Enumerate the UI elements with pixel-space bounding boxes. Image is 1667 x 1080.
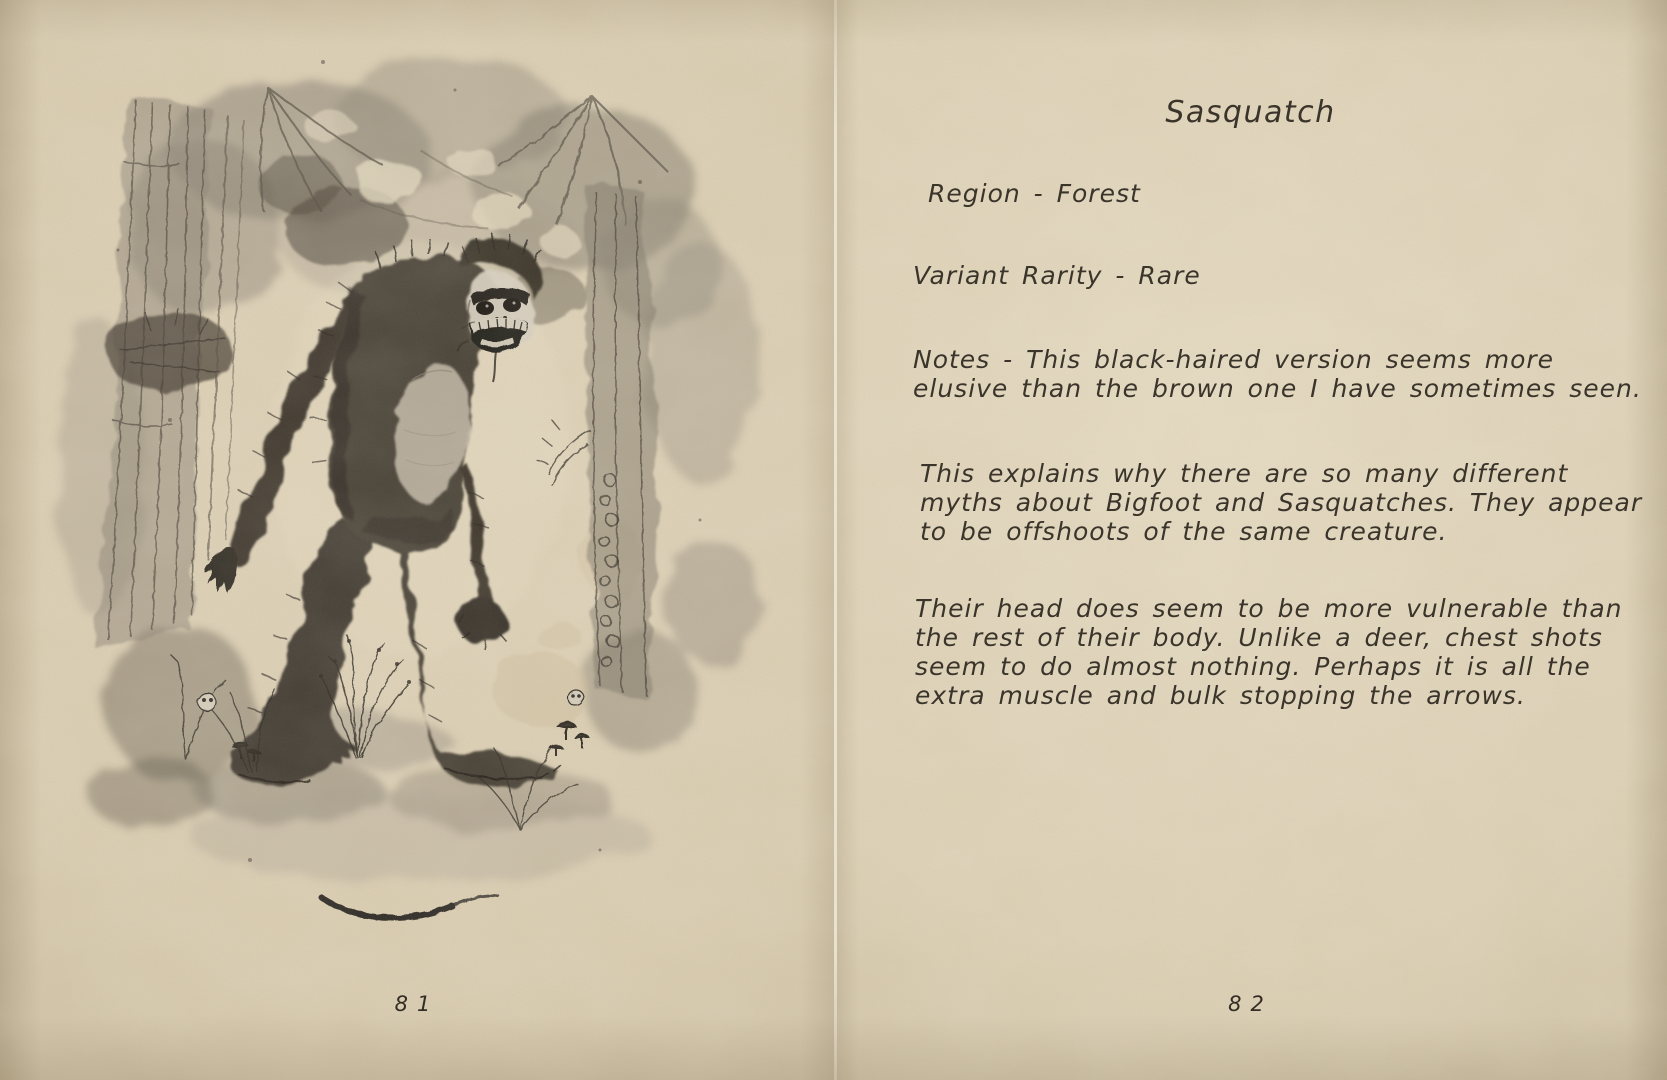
notes-line: Their head does seem to be more vulnerable than [915, 594, 1623, 623]
notes-paragraph-3 [915, 594, 1623, 710]
notes-line: This explains why there are so many different [920, 459, 1569, 488]
page-number-right: 82 [1228, 992, 1273, 1016]
notes-line: to be offshoots of the same creature. [920, 517, 1448, 546]
notes-line: extra muscle and bulk stopping the arrows. [915, 681, 1526, 710]
notes-line: the rest of their body. Unlike a deer, chest shots [915, 623, 1603, 652]
notes-line: elusive than the brown one I have sometimes seen. [913, 374, 1642, 403]
notes-line: seem to do almost nothing. Perhaps it is all the [915, 652, 1591, 681]
entry-title: Sasquatch [1165, 95, 1336, 130]
notes-paragraph-1 [913, 345, 1642, 403]
notes-line: Notes - This black-haired version seems more [913, 345, 1555, 374]
rarity-field: Variant Rarity - Rare [913, 261, 1201, 290]
notes-line: myths about Bigfoot and Sasquatches. They appear [920, 488, 1643, 517]
page-right[interactable] [834, 0, 1667, 1080]
region-field: Region - Forest [928, 179, 1141, 208]
book-spine [834, 0, 837, 1080]
notes-paragraph-2 [920, 459, 1642, 546]
page-number-left: 81 [394, 992, 440, 1016]
